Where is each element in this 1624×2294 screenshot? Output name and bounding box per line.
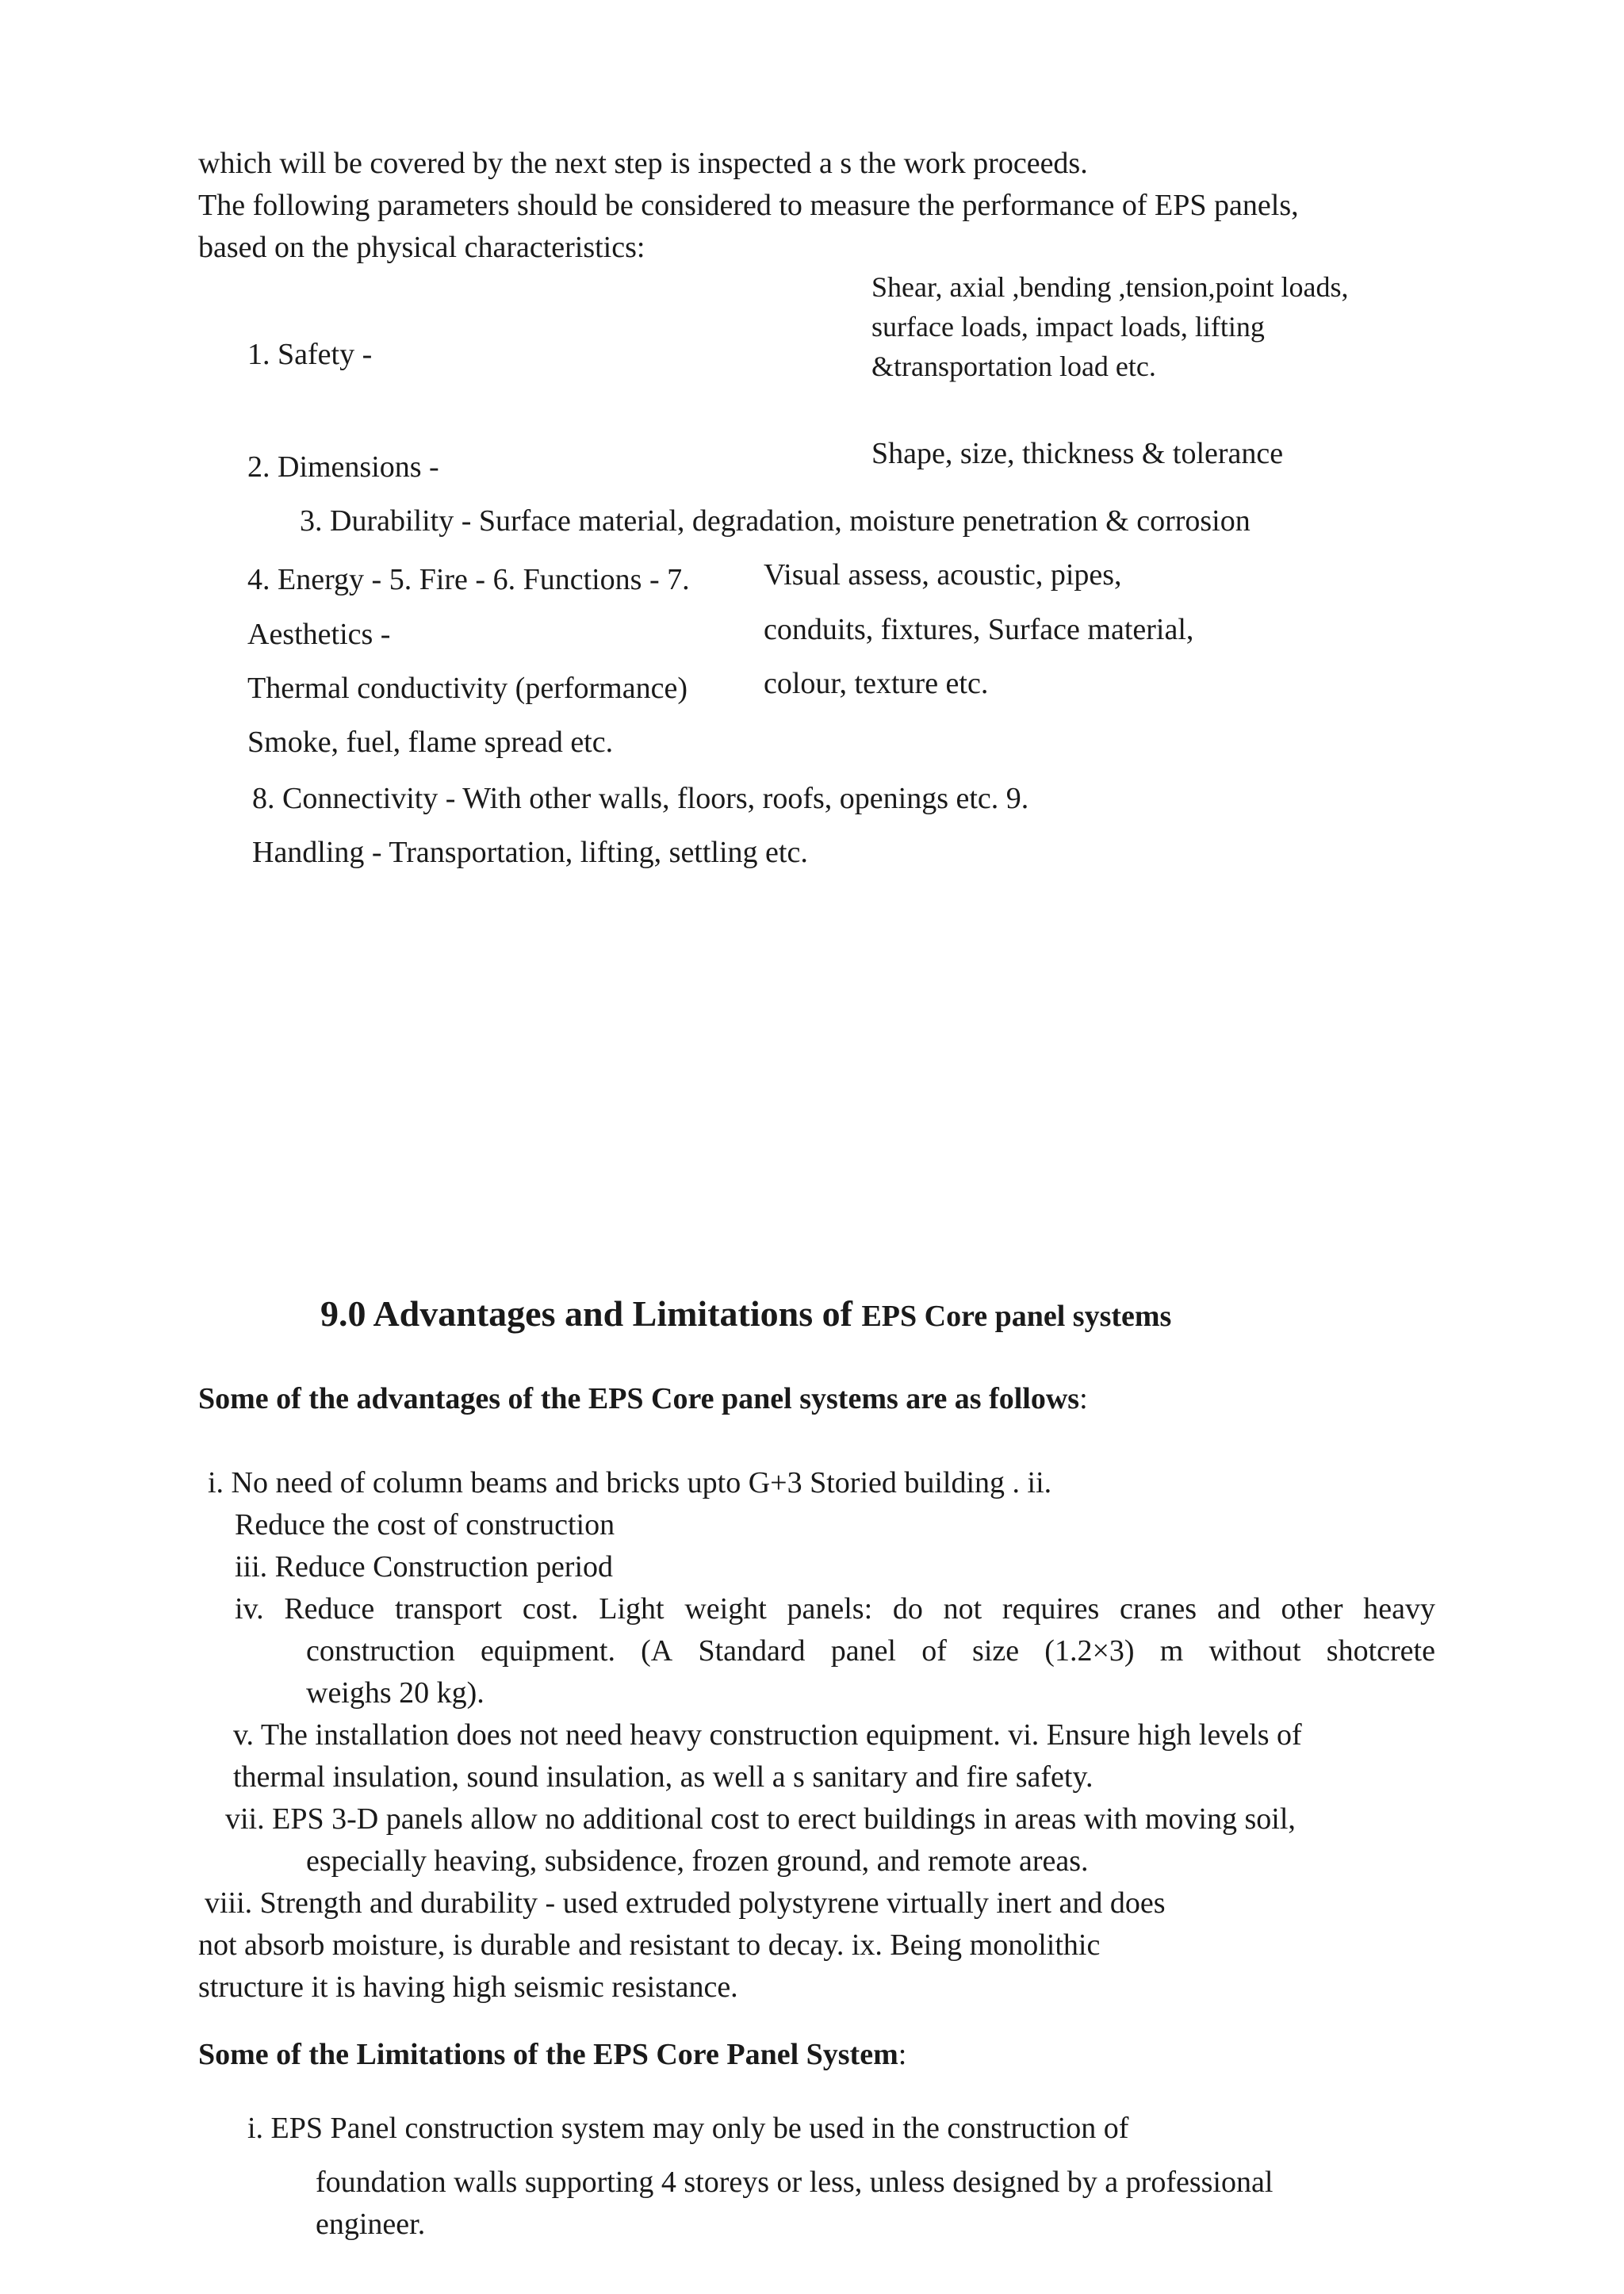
param-durability: 3. Durability - Surface material, degradation, moisture penetration & corrosion: [300, 504, 1251, 538]
word: shotcrete: [1326, 1634, 1435, 1668]
word: (1.2×3): [1044, 1634, 1135, 1668]
limitations-heading-colon: :: [898, 2038, 907, 2071]
param-dimensions-desc: Shape, size, thickness & tolerance: [871, 437, 1284, 470]
word: m: [1159, 1634, 1184, 1668]
lim-item-i-line-2: foundation walls supporting 4 storeys or less, unless designed by a professional: [316, 2166, 1274, 2199]
adv-item-i: i. No need of column beams and bricks upto G+3 Storied building . ii.: [208, 1466, 1052, 1499]
adv-item-iv-line-3: weighs 20 kg).: [306, 1676, 485, 1710]
word: Reduce: [284, 1592, 375, 1626]
adv-item-viii-line-3: structure it is having high seismic resistance.: [198, 1970, 738, 2004]
word: construction: [306, 1634, 455, 1668]
word: cost.: [522, 1592, 579, 1626]
param-dimensions-label: 2. Dimensions -: [247, 450, 439, 484]
word: weight: [684, 1592, 767, 1626]
word: not: [943, 1592, 982, 1626]
section-heading: [320, 1293, 1172, 1334]
section-heading-main: 9.0 Advantages and Limitations of: [320, 1293, 862, 1334]
word: Standard: [698, 1634, 806, 1668]
param-safety-desc-3: &transportation load etc.: [871, 350, 1156, 382]
limitations-heading: [198, 2039, 906, 2070]
word: heavy: [1363, 1592, 1435, 1626]
adv-item-vii-line-2: especially heaving, subsidence, frozen ground, and remote areas.: [306, 1844, 1089, 1878]
word: equipment.: [481, 1634, 615, 1668]
section-heading-tail: EPS Core panel systems: [861, 1300, 1172, 1333]
adv-item-viii-line-2: not absorb moisture, is durable and resistant to decay. ix. Being monolithic: [198, 1928, 1101, 1962]
adv-item-ii-cont: Reduce the cost of construction: [235, 1508, 615, 1541]
word: panels:: [787, 1592, 873, 1626]
adv-item-v: v. The installation does not need heavy construction equipment. vi. Ensure high levels of: [233, 1718, 1302, 1752]
word: requires: [1002, 1592, 1100, 1626]
word: and: [1216, 1592, 1261, 1626]
param-right-col-3: colour, texture etc.: [764, 667, 989, 700]
param-safety-label: 1. Safety -: [247, 338, 373, 371]
param-connectivity: 8. Connectivity - With other walls, floors, roofs, openings etc. 9.: [252, 782, 1029, 815]
intro-line-1: which will be covered by the next step is inspected a s the work proceeds.: [198, 147, 1088, 180]
param-safety-desc-1: Shear, axial ,bending ,tension,point loads,: [871, 271, 1349, 303]
word: of: [921, 1634, 947, 1668]
param-left-col-1: 4. Energy - 5. Fire - 6. Functions - 7.: [247, 563, 690, 596]
param-left-col-3: Thermal conductivity (performance): [247, 672, 688, 705]
lim-item-i: i. EPS Panel construction system may only be used in the construction of: [247, 2112, 1129, 2145]
param-right-col-2: conduits, fixtures, Surface material,: [764, 613, 1194, 646]
adv-item-iv: [235, 1594, 1435, 1624]
param-left-col-2: Aesthetics -: [247, 618, 391, 651]
word: (A: [641, 1634, 673, 1668]
word: do: [892, 1592, 923, 1626]
word: size: [972, 1634, 1020, 1668]
word: cranes: [1120, 1592, 1197, 1626]
param-left-col-4: Smoke, fuel, flame spread etc.: [247, 726, 614, 759]
param-handling: Handling - Transportation, lifting, settling etc.: [252, 836, 808, 869]
param-safety-desc-2: surface loads, impact loads, lifting: [871, 311, 1265, 343]
adv-item-v-line-2: thermal insulation, sound insulation, as well a s sanitary and fire safety.: [233, 1760, 1094, 1794]
word: transport: [395, 1592, 503, 1626]
lim-item-i-line-3: engineer.: [316, 2208, 426, 2241]
word: without: [1208, 1634, 1301, 1668]
intro-line-3: based on the physical characteristics:: [198, 231, 645, 264]
adv-item-iii: iii. Reduce Construction period: [235, 1550, 614, 1584]
param-right-col-1: Visual assess, acoustic, pipes,: [764, 558, 1122, 592]
advantages-heading: [198, 1384, 1088, 1414]
adv-item-vii: vii. EPS 3-D panels allow no additional cost to erect buildings in areas with moving soil,: [225, 1802, 1296, 1836]
intro-line-2: The following parameters should be considered to measure the performance of EPS panels,: [198, 189, 1299, 222]
advantages-heading-text: Some of the advantages of the EPS Core panel systems are as follows: [198, 1382, 1080, 1415]
adv-item-iv-line-2: [306, 1636, 1435, 1666]
word: iv.: [235, 1592, 264, 1626]
word: Light: [599, 1592, 665, 1626]
word: panel: [830, 1634, 896, 1668]
limitations-heading-text: Some of the Limitations of the EPS Core Panel System: [198, 2038, 898, 2071]
word: other: [1281, 1592, 1343, 1626]
adv-item-viii: viii. Strength and durability - used extruded polystyrene virtually inert and does: [205, 1886, 1166, 1920]
advantages-heading-colon: :: [1079, 1382, 1088, 1415]
